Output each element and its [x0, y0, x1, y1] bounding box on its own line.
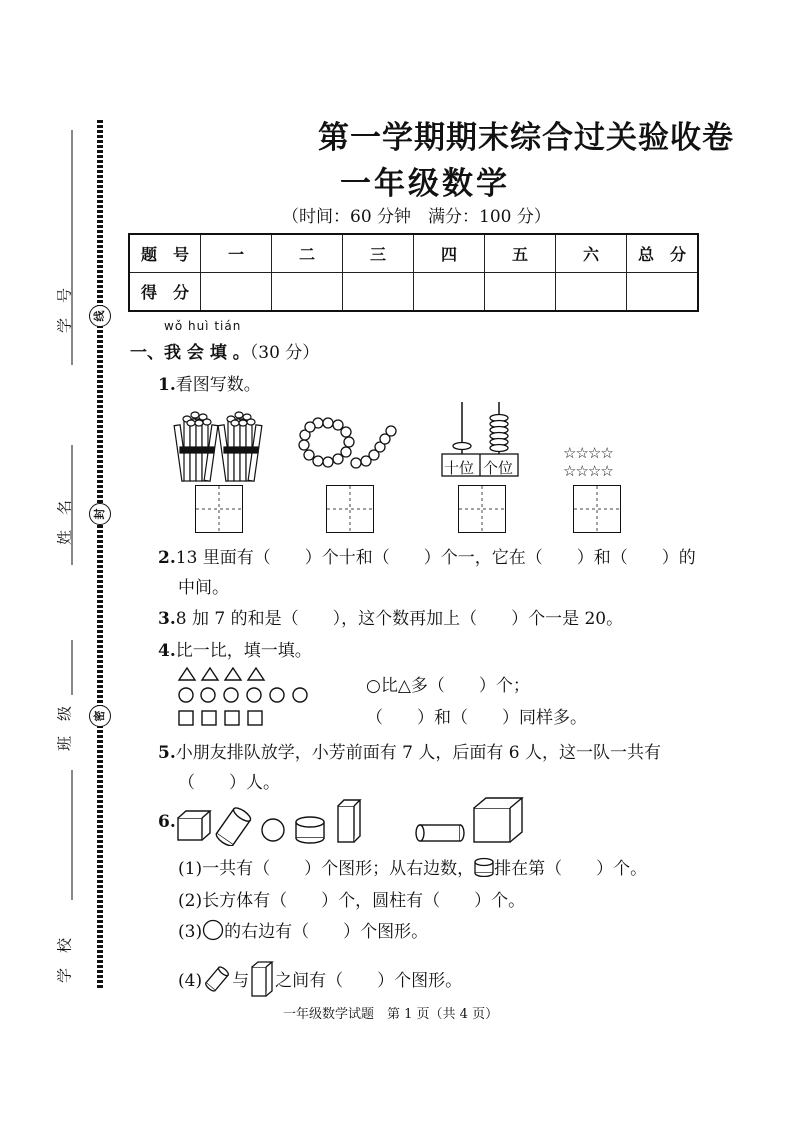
answer-box[interactable] [326, 485, 374, 533]
score-cell[interactable] [343, 273, 414, 312]
sub-text: 的右边有（ ）个图形。 [224, 922, 429, 942]
sphere-icon [202, 919, 224, 946]
score-cell[interactable] [272, 273, 343, 312]
section-pinyin: wǒ huì tián [164, 319, 242, 333]
seal-mi: 密 [89, 705, 111, 727]
question-number: 1. [158, 375, 176, 395]
question-number: 3. [158, 609, 176, 629]
seal-xian: 线 [89, 305, 111, 327]
header-cell: 题 号 [129, 234, 201, 273]
exam-title: 第一学期期末综合过关验收卷 [318, 120, 734, 156]
score-table-header-row [129, 234, 698, 273]
sub-text: (4) [178, 971, 203, 991]
tens-place-label: 十位 [444, 459, 475, 477]
score-cell[interactable] [556, 273, 627, 312]
header-cell: 二 [272, 234, 343, 273]
stars-icon: ☆☆☆☆ ☆☆☆☆ [563, 444, 613, 480]
shapes-compare-icon [176, 666, 326, 728]
school-label: 学 校 [55, 938, 74, 984]
score-cell[interactable] [201, 273, 272, 312]
section-score: （30 分） [249, 343, 320, 363]
row-label-cell: 得 分 [129, 273, 201, 312]
answer-box[interactable] [573, 485, 621, 533]
beads-icon [296, 415, 408, 480]
question-number: 4. [158, 641, 176, 661]
score-cell[interactable] [627, 273, 699, 312]
question-number: 2. [158, 548, 176, 568]
header-cell: 总 分 [627, 234, 699, 273]
class-label: 班 级 [55, 706, 74, 752]
section-title [130, 338, 319, 363]
sub-text: 排在第（ ）个。 [494, 859, 648, 879]
cylinder-icon [474, 857, 494, 882]
header-cell: 六 [556, 234, 627, 273]
stick-bundle [218, 412, 262, 481]
exam-subtitle: 一年级数学 [340, 166, 510, 202]
question-text: 看图写数。 [175, 375, 261, 395]
sub-text: 之间有（ ）个图形。 [275, 971, 463, 991]
question-6-sub3 [178, 917, 428, 946]
header-cell: 三 [343, 234, 414, 273]
question-4-right2: （ ）和（ ）同样多。 [366, 708, 587, 728]
answer-box[interactable] [195, 485, 243, 533]
header-cell: 一 [201, 234, 272, 273]
question-number: 5. [158, 743, 176, 763]
solids-row-icon [176, 796, 536, 846]
question-5 [158, 738, 661, 763]
answer-box[interactable] [458, 485, 506, 533]
header-cell: 四 [414, 234, 485, 273]
score-table-row [129, 273, 698, 312]
question-text: 小朋友排队放学，小芳前面有 7 人，后面有 6 人，这一队一共有 [175, 743, 661, 763]
cuboid-icon [249, 960, 275, 1003]
sub-text: (1)一共有（ ）个图形；从右边数， [178, 859, 475, 879]
question-3 [158, 604, 623, 629]
question-6-sub1 [178, 854, 647, 882]
student-id-label: 学 号 [55, 288, 74, 334]
question-text: 比一比，填一填。 [175, 641, 312, 661]
score-cell[interactable] [485, 273, 556, 312]
time-score-line: （时间：60 分钟 满分：100 分） [282, 207, 551, 227]
seal-feng: 封 [89, 503, 111, 525]
name-label: 姓 名 [55, 500, 74, 546]
question-text: 13 里面有（ ）个十和（ ）个一，它在（ ）和（ ）的 [175, 548, 696, 568]
score-table [128, 233, 699, 312]
page-footer: 一年级数学试题 第 1 页（共 4 页） [283, 1007, 499, 1022]
header-cell: 五 [485, 234, 556, 273]
section-title-text: 一、我 会 填 。 [130, 343, 250, 363]
stick-bundle [174, 412, 218, 481]
question-5-line2: （ ）人。 [178, 773, 280, 793]
question-2-line2: 中间。 [178, 578, 229, 598]
binding-strip [40, 110, 120, 1000]
question-1 [158, 370, 261, 395]
sub-text: 与 [232, 971, 250, 991]
question-6-sub2: (2)长方体有（ ）个，圆柱有（ ）个。 [178, 891, 526, 911]
question-4 [158, 636, 312, 661]
question-4-right1: ○比△多（ ）个； [366, 676, 530, 696]
question-text: 8 加 7 的和是（ ），这个数再加上（ ）个一是 20。 [175, 609, 624, 629]
question-number: 6. [158, 812, 176, 832]
question-6-sub4 [178, 960, 462, 1003]
question-2 [158, 543, 696, 568]
stick-bundles-icon [170, 405, 270, 485]
score-cell[interactable] [414, 273, 485, 312]
ones-place-label: 个位 [483, 459, 514, 477]
sub-text: (3) [178, 922, 203, 942]
tilted-cylinder-icon [202, 966, 232, 997]
